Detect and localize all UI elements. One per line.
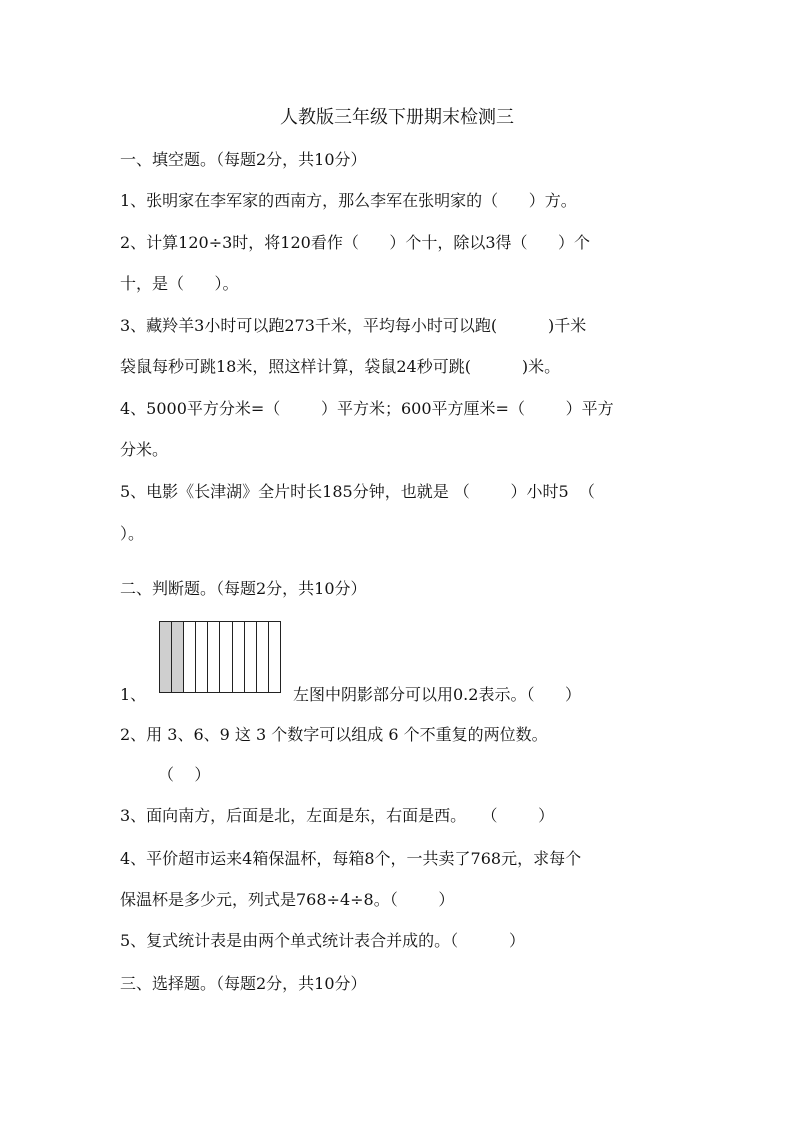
question-line: 3、面向南方，后面是北，左面是东，右面是西。 （ ） [120, 806, 555, 825]
question-line: 5、复式统计表是由两个单式统计表合并成的。（ ） [120, 931, 526, 950]
strip-cell [233, 622, 245, 692]
section-heading-true-false: 二、判断题。（每题2分，共10分） [120, 579, 367, 598]
question-line: 3、藏羚羊3小时可以跑273千米，平均每小时可以跑( )千米 [120, 316, 587, 335]
section-heading-multiple-choice: 三、选择题。（每题2分，共10分） [120, 974, 367, 993]
question-line: 保温杯是多少元，列式是768÷4÷8。（ ） [120, 890, 455, 909]
strip-cell [220, 622, 232, 692]
strip-cell [269, 622, 280, 692]
question-line: 2、用 3、6、9 这 3 个数字可以组成 6 个不重复的两位数。 [120, 725, 548, 744]
question-line: 4、5000平方分米=（ ）平方米；600平方厘米=（ ）平方 [120, 399, 614, 418]
strip-cell [245, 622, 257, 692]
strip-cell [184, 622, 196, 692]
strip-cell-shaded [172, 622, 184, 692]
question-line: 十，是（ ）。 [120, 274, 239, 293]
strip-cell [257, 622, 269, 692]
page-title: 人教版三年级下册期末检测三 [280, 107, 514, 128]
answer-blank: （ ） [158, 765, 211, 784]
question-number: 1、 [120, 685, 147, 704]
question-line: 4、平价超市运来4箱保温杯，每箱8个，一共卖了768元，求每个 [120, 849, 582, 868]
decimal-strip-figure [159, 621, 281, 693]
section-heading-fill-in: 一、填空题。（每题2分，共10分） [120, 150, 367, 169]
question-line: 分米。 [120, 440, 169, 459]
question-line: 2、计算120÷3时，将120看作（ ）个十，除以3得（ ）个 [120, 233, 591, 252]
strip-cell-shaded [160, 622, 172, 692]
question-line: 左图中阴影部分可以用0.2表示。（ ） [293, 685, 581, 704]
question-line: 袋鼠每秒可跳18米，照这样计算，袋鼠24秒可跳( )米。 [120, 357, 561, 376]
question-line: 5、电影《长津湖》全片时长185分钟，也就是 （ ）小时5 （ [120, 482, 595, 501]
strip-cell [208, 622, 220, 692]
strip-cell [196, 622, 208, 692]
question-line: ）。 [120, 524, 145, 543]
question-line: 1、张明家在李军家的西南方，那么李军在张明家的（ ）方。 [120, 191, 577, 210]
